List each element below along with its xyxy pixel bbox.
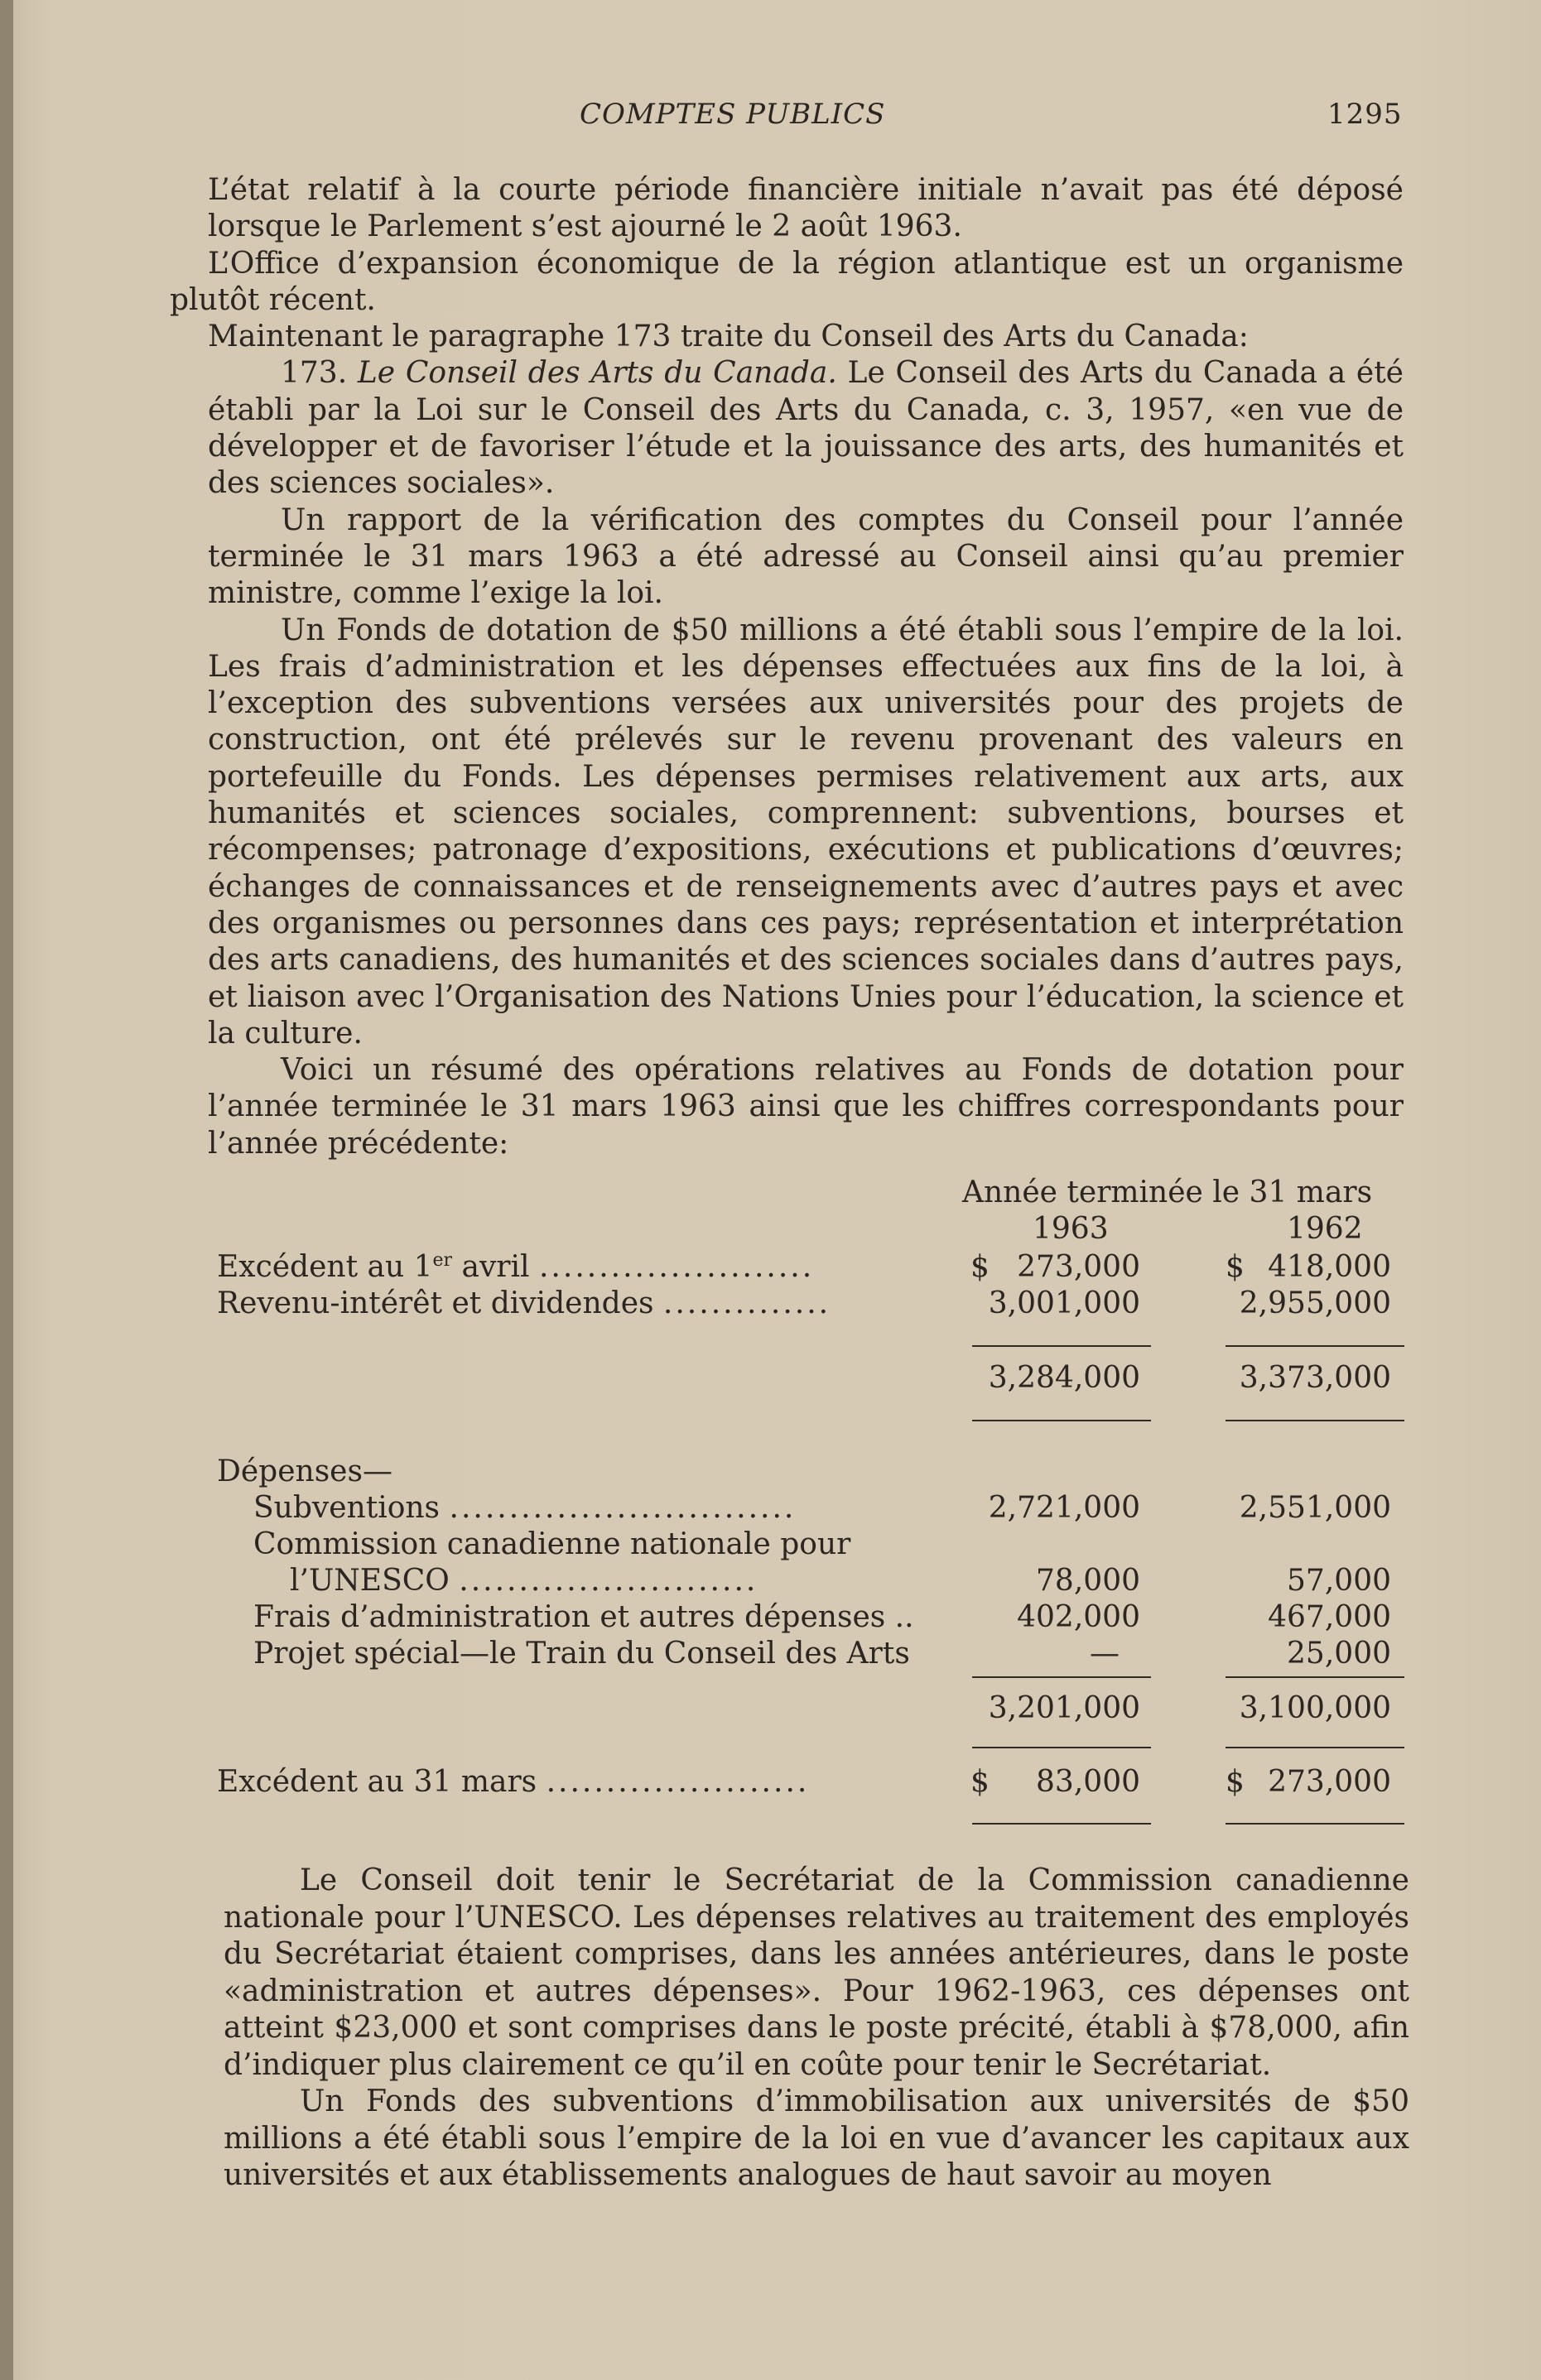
- running-header: [0, 98, 1541, 139]
- underline-rule: [1226, 1420, 1404, 1421]
- table-header-row: [217, 1176, 1409, 1212]
- table-row: [217, 1765, 1409, 1801]
- row-label: Commission canadienne nationale pour: [253, 1527, 851, 1561]
- underline-rule: [1226, 1747, 1404, 1748]
- row-label: Subventions .............................: [253, 1491, 797, 1525]
- expenses-total-1962: 3,100,000: [1239, 1691, 1391, 1725]
- paragraph: Le Conseil doit tenir le Secrétariat de la Commission canadienne nationale pour l’UNESCO. Les dépenses relatives au traitement des employés du Secrétariat étaient comprises, dans les années antérieures, dans le poste «administration et autres dépenses». Pour 1962-1963, ces dépenses ont atteint $23,000 et sont comprises dans le poste précité, établi à $78,000, afin d’indiquer plus clairement ce qu’il en coûte pour tenir le Secrétariat.: [224, 1863, 1409, 2082]
- section-paragraph: [170, 355, 1404, 502]
- double-underline-rule: [972, 1823, 1151, 1825]
- paragraph: Maintenant le paragraphe 173 traite du Conseil des Arts du Canada:: [208, 320, 1249, 354]
- value-1963: 78,000: [1036, 1564, 1140, 1598]
- table-row: [217, 1637, 1409, 1673]
- paragraph: Voici un résumé des opérations relatives au Fonds de dotation pour l’année terminée le 31 mars 1963 ainsi que les chiffres correspondants pour l’année précédente:: [208, 1053, 1404, 1161]
- underline-rule: [1226, 1676, 1404, 1678]
- year-1962-header: 1962: [1287, 1212, 1363, 1246]
- table-row: [217, 1491, 1409, 1527]
- subtotal-1962: 3,373,000: [1239, 1361, 1391, 1395]
- underline-rule: [972, 1420, 1151, 1421]
- table-row-label-line: [217, 1527, 1409, 1564]
- dollar-sign: $: [1226, 1765, 1245, 1799]
- underline-rule: [972, 1747, 1151, 1748]
- main-text: [170, 172, 1404, 1162]
- value-1962: 2,551,000: [1239, 1491, 1391, 1525]
- value-1963: —: [1090, 1637, 1120, 1671]
- underline-rule: [972, 1345, 1151, 1347]
- year-1963-header: 1963: [1033, 1212, 1109, 1246]
- subtotal-row: [217, 1361, 1409, 1397]
- double-underline-rule: [1226, 1823, 1404, 1825]
- row-label: Frais d’administration et autres dépenses ..: [253, 1600, 914, 1634]
- value-1963: 83,000: [1036, 1765, 1140, 1799]
- paragraph: Un Fonds des subventions d’immobilisation aux universités de $50 millions a été établi sous l’empire de la loi en vue d’avancer les capitaux aux universités et aux établissements analogues de haut savoir au moyen: [224, 2084, 1409, 2192]
- column-group-header: Année terminée le 31 mars: [962, 1176, 1373, 1209]
- dollar-sign: $: [970, 1765, 990, 1799]
- value-1962: 57,000: [1287, 1564, 1391, 1598]
- table-year-row: [217, 1212, 1409, 1248]
- value-1963: 273,000: [1017, 1250, 1140, 1284]
- table-row: [217, 1286, 1409, 1323]
- header-title: COMPTES PUBLICS: [580, 98, 886, 131]
- paragraph: Un Fonds de dotation de $50 millions a été établi sous l’empire de la loi. Les frais d’administration et les dépenses effectuées aux fins de la loi, à l’exception des subventions versées aux universités pour des projets de construction, ont été prélevés sur le revenu provenant des valeurs en portefeuille du Fonds. Les dépenses permises relativement aux arts, aux humanités et sciences sociales, comprennent: subventions, bourses et récompenses; patronage d’expositions, exécutions et publications d’œuvres; échanges de connaissances et de renseignements avec d’autres pays et avec des organismes ou personnes dans ces pays; représentation et interprétation des arts canadiens, des humanités et des sciences sociales dans d’autres pays, et liaison avec l’Organisation des Nations Unies pour l’éducation, la science et la culture.: [208, 613, 1404, 1051]
- value-1962: 418,000: [1268, 1250, 1391, 1284]
- expenses-total-1963: 3,201,000: [988, 1691, 1140, 1725]
- value-1963: 402,000: [1017, 1600, 1140, 1634]
- value-1962: 273,000: [1268, 1765, 1391, 1799]
- section-heading-row: [217, 1454, 1409, 1491]
- table-row: [217, 1564, 1409, 1600]
- section-title: Le Conseil des Arts du Canada.: [357, 356, 837, 391]
- table-row: [217, 1600, 1409, 1637]
- section-number: 173.: [281, 356, 348, 391]
- paragraph: L’état relatif à la courte période financière initiale n’avait pas été déposé lorsque le Parlement s’est ajourné le 2 août 1963.: [208, 173, 1404, 244]
- paragraph: Un rapport de la vérification des comptes du Conseil pour l’année terminée le 31 mars 1963 a été adressé au Conseil ainsi qu’au premier ministre, comme l’exige la loi.: [208, 502, 1404, 611]
- table-row: [217, 1250, 1409, 1286]
- row-label: Excédent au 31 mars ......................: [217, 1765, 810, 1799]
- paragraph: L’Office d’expansion économique de la région atlantique est un organisme plutôt récent.: [170, 246, 1404, 317]
- expenses-heading: Dépenses—: [217, 1454, 392, 1488]
- page-number: 1295: [1327, 98, 1403, 131]
- value-1962: 2,955,000: [1239, 1286, 1391, 1320]
- row-label: Excédent au 1er avril .......................: [217, 1250, 815, 1284]
- dollar-sign: $: [970, 1250, 990, 1284]
- row-label: Projet spécial—le Train du Conseil des Arts: [253, 1637, 910, 1671]
- value-1962: 467,000: [1268, 1600, 1391, 1634]
- value-1963: 3,001,000: [988, 1286, 1140, 1320]
- book-spine-shadow: [0, 0, 13, 2380]
- row-label: Revenu-intérêt et dividendes ..............: [217, 1286, 831, 1320]
- value-1963: 2,721,000: [988, 1491, 1140, 1525]
- dollar-sign: $: [1226, 1250, 1245, 1284]
- underline-rule: [1226, 1345, 1404, 1347]
- underline-rule: [972, 1676, 1151, 1678]
- closing-text: [224, 1863, 1409, 2195]
- subtotal-1963: 3,284,000: [988, 1361, 1140, 1395]
- section-text: Le Conseil des Arts du Canada a été établi par la Loi sur le Conseil des Arts du Canada, c. 3, 1957, «en vue de développer et de favoriser l’étude et la jouissance des arts, des humanités et des sciences sociales».: [208, 356, 1404, 501]
- subtotal-row: [217, 1691, 1409, 1728]
- value-1962: 25,000: [1287, 1637, 1391, 1671]
- row-label: l’UNESCO .........................: [290, 1564, 758, 1598]
